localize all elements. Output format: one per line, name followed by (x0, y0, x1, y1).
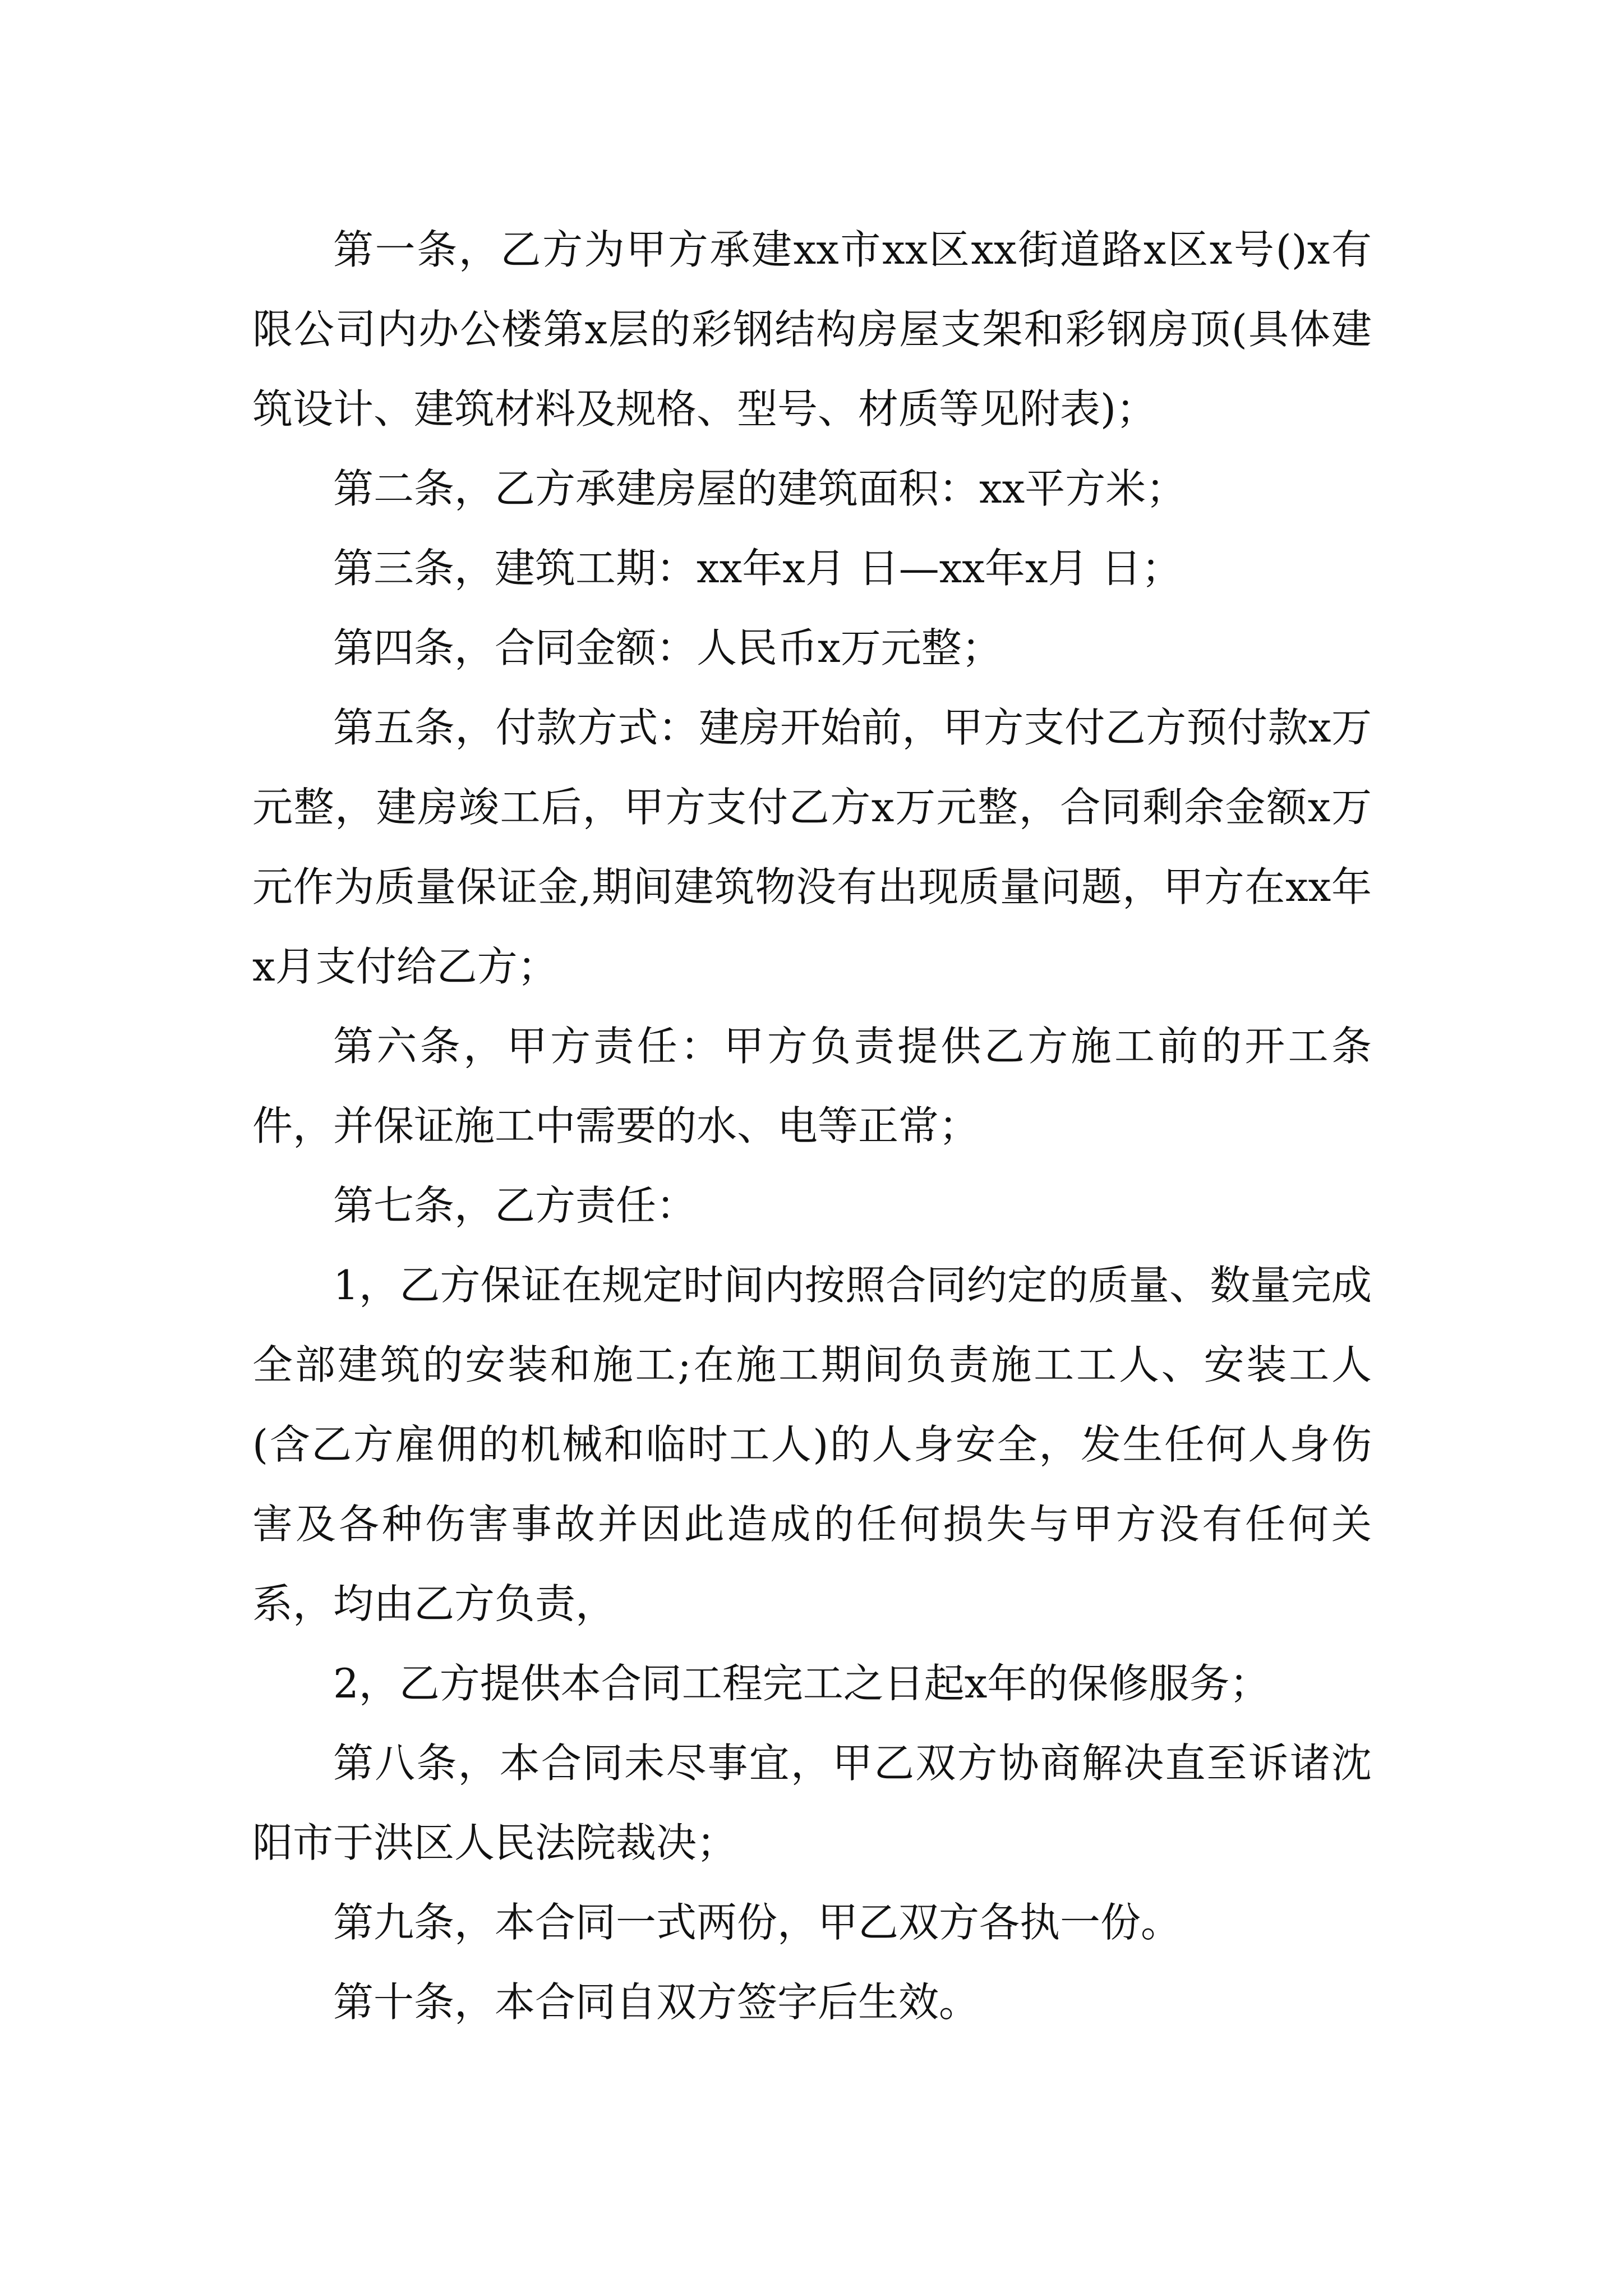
clause-7-heading: 第七条，乙方责任： (333, 1182, 697, 1229)
clause-3-paragraph: 第三条，建筑工期：xx年x月 日—xx年x月 日； (333, 545, 1182, 592)
clause-4-paragraph: 第四条，合同金额：人民币x万元整； (333, 624, 1002, 671)
clause-10-paragraph: 第十条，本合同自双方签字后生效。 (333, 1978, 980, 2026)
clause-8-paragraph: 第八条，本合同未尽事宜，甲乙双方协商解决直至诉诸沈阳市于洪区人民法院裁决； (252, 1740, 1372, 1866)
clause-1-paragraph: 第一条，乙方为甲方承建xx市xx区xx街道路x区x号()x有限公司内办公楼第x层的彩钢结构房屋支架和彩钢房顶(具体建筑设计、建筑材料及规格、型号、材质等见附表)； (252, 226, 1372, 432)
clause-7-item-1: 1，乙方保证在规定时间内按照合同约定的质量、数量完成全部建筑的安装和施工;在施工期间负责施工工人、安装工人(含乙方雇佣的机械和临时工人)的人身安全，发生任何人身伤害及各种伤害事故并因此造成的任何损失与甲方没有任何关系，均由乙方负责， (252, 1262, 1372, 1627)
document-body (252, 210, 1372, 2042)
clause-5-paragraph: 第五条，付款方式：建房开始前，甲方支付乙方预付款x万元整，建房竣工后，甲方支付乙方x万元整，合同剩余金额x万元作为质量保证金,期间建筑物没有出现质量问题，甲方在xx年x月支付给乙方； (252, 704, 1372, 990)
clause-2-paragraph: 第二条，乙方承建房屋的建筑面积：xx平方米； (333, 465, 1187, 512)
clause-7-item-2: 2，乙方提供本合同工程完工之日起x年的保修服务； (333, 1660, 1270, 1707)
clause-6-paragraph: 第六条，甲方责任：甲方负责提供乙方施工前的开工条件，并保证施工中需要的水、电等正常； (252, 1023, 1372, 1149)
clause-9-paragraph: 第九条，本合同一式两份，甲乙双方各执一份。 (333, 1899, 1182, 1946)
